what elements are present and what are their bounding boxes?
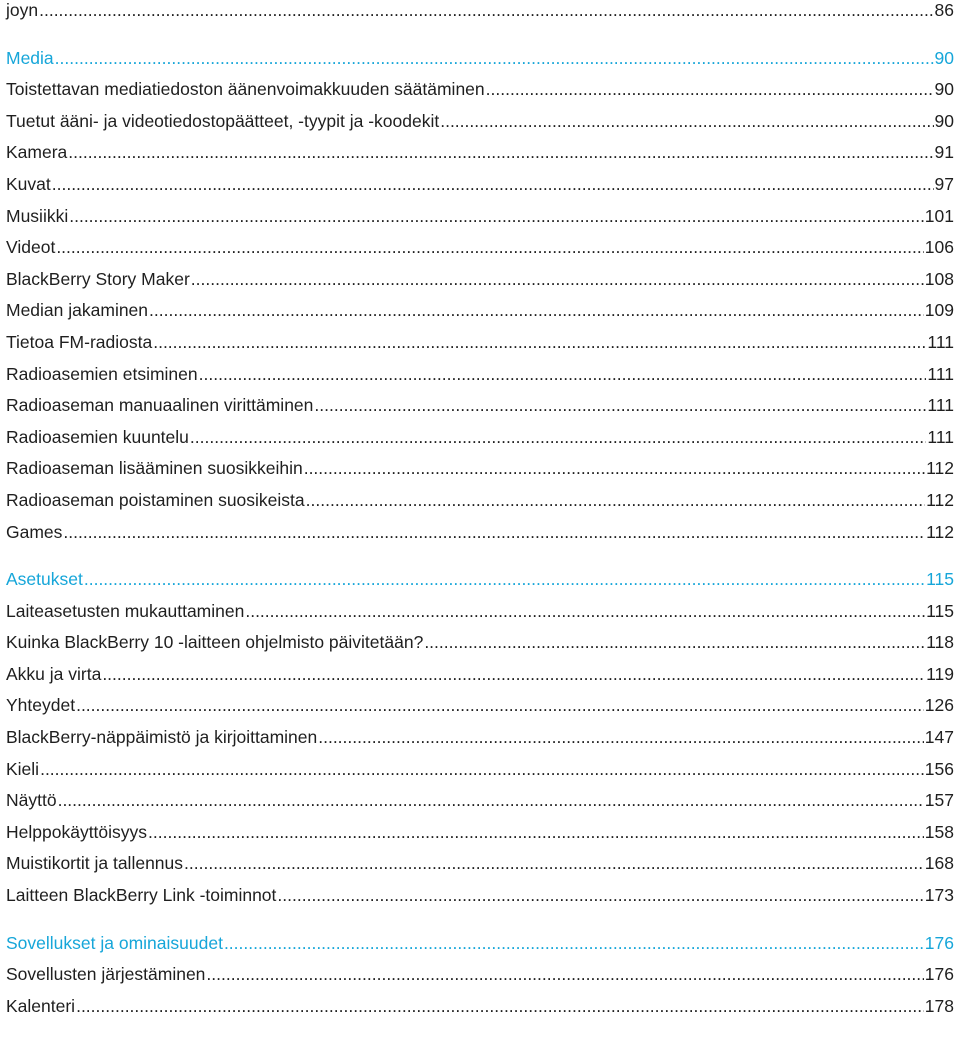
dot-leader — [68, 142, 933, 163]
dot-leader — [191, 269, 924, 290]
dot-leader — [84, 569, 925, 590]
toc-entry-title: Näyttö — [6, 790, 57, 811]
toc-entry[interactable] — [6, 632, 954, 664]
dot-leader — [76, 996, 924, 1017]
toc-entry-title: Toistettavan mediatiedoston äänenvoimakkuuden säätäminen — [6, 79, 485, 100]
toc-entry-page-number: 173 — [924, 885, 954, 906]
toc-entry[interactable] — [6, 0, 954, 32]
toc-entry-page-number: 109 — [924, 300, 954, 321]
toc-entry[interactable] — [6, 601, 954, 633]
dot-leader — [486, 79, 934, 100]
toc-entry-title: Musiikki — [6, 205, 69, 226]
toc-entry-page-number: 112 — [926, 458, 954, 479]
toc-entry-page-number: 176 — [924, 964, 954, 985]
dot-leader — [304, 458, 925, 479]
toc-entry-title: Kieli — [6, 758, 40, 779]
toc-entry-title: Laitteen BlackBerry Link -toiminnot — [6, 885, 277, 906]
toc-entry-page-number: 108 — [924, 268, 954, 289]
toc-entry[interactable] — [6, 79, 954, 111]
toc-entry-page-number: 118 — [926, 632, 954, 653]
dot-leader — [306, 490, 925, 511]
toc-entry-page-number: 90 — [934, 110, 954, 131]
toc-entry-title: Games — [6, 521, 63, 542]
dot-leader — [318, 727, 924, 748]
toc-entry-title: Sovellukset ja ominaisuudet — [6, 932, 223, 953]
toc-entry-page-number: 115 — [926, 569, 954, 590]
toc-entry[interactable] — [6, 364, 954, 396]
toc-entry-title: Kuvat — [6, 173, 51, 194]
toc-entry-page-number: 86 — [934, 0, 954, 20]
toc-entry-title: Sovellusten järjestäminen — [6, 964, 206, 985]
toc-entry-title: Tuetut ääni- ja videotiedostopäätteet, -tyypit ja -koodekit — [6, 110, 440, 131]
toc-section-heading[interactable] — [6, 48, 954, 80]
dot-leader — [424, 632, 925, 653]
toc-entry[interactable] — [6, 759, 954, 791]
toc-entry-page-number: 112 — [926, 489, 954, 510]
dot-leader — [102, 664, 925, 685]
toc-entry-title: Kalenteri — [6, 995, 76, 1016]
toc-entry-page-number: 178 — [924, 995, 954, 1016]
toc-entry-title: joyn — [6, 0, 39, 20]
dot-leader — [76, 695, 924, 716]
toc-entry-page-number: 106 — [924, 237, 954, 258]
toc-entry[interactable] — [6, 664, 954, 696]
toc-section — [6, 933, 954, 1028]
toc-entry-title: Videot — [6, 237, 56, 258]
dot-leader — [184, 853, 924, 874]
toc-entry-title: Asetukset — [6, 569, 83, 590]
dot-leader — [63, 522, 925, 543]
toc-entry-page-number: 126 — [924, 695, 954, 716]
toc-section — [6, 0, 954, 32]
toc-entry-title: Akku ja virta — [6, 663, 102, 684]
dot-leader — [190, 427, 926, 448]
toc-entry-title: Helppokäyttöisyys — [6, 821, 148, 842]
toc-entry-page-number: 156 — [924, 758, 954, 779]
toc-entry-page-number: 91 — [934, 142, 954, 163]
toc-entry-page-number: 176 — [924, 932, 954, 953]
toc-entry[interactable] — [6, 964, 954, 996]
toc-entry[interactable] — [6, 332, 954, 364]
dot-leader — [199, 364, 927, 385]
dot-leader — [224, 933, 924, 954]
toc-entry-title: Radioaseman manuaalinen virittäminen — [6, 395, 314, 416]
toc-entry[interactable] — [6, 853, 954, 885]
toc-entry-page-number: 111 — [927, 395, 954, 416]
toc-entry-title: Tietoa FM-radiosta — [6, 331, 153, 352]
toc-entry-title: Muistikortit ja tallennus — [6, 853, 184, 874]
toc-entry-title: BlackBerry Story Maker — [6, 268, 190, 289]
dot-leader — [52, 174, 934, 195]
toc-entry[interactable] — [6, 458, 954, 490]
toc-entry-page-number: 111 — [927, 363, 954, 384]
toc-entry[interactable] — [6, 490, 954, 522]
toc-entry[interactable] — [6, 885, 954, 917]
toc-entry-page-number: 111 — [927, 426, 954, 447]
toc-entry-page-number: 168 — [924, 853, 954, 874]
toc-entry-title: Median jakaminen — [6, 300, 149, 321]
toc-entry-page-number: 90 — [934, 47, 954, 68]
toc-entry-page-number: 97 — [934, 173, 954, 194]
toc-entry-title: Radioasemien kuuntelu — [6, 426, 189, 447]
table-of-contents — [6, 0, 954, 1043]
toc-entry-page-number: 157 — [924, 790, 954, 811]
dot-leader — [148, 822, 924, 843]
toc-entry-page-number: 101 — [924, 205, 954, 226]
dot-leader — [206, 964, 923, 985]
toc-entry[interactable] — [6, 111, 954, 143]
toc-entry-page-number: 111 — [927, 331, 954, 352]
toc-section — [6, 569, 954, 917]
dot-leader — [56, 237, 923, 258]
dot-leader — [40, 759, 924, 780]
toc-entry-page-number: 158 — [924, 821, 954, 842]
toc-entry[interactable] — [6, 269, 954, 301]
toc-section — [6, 48, 954, 554]
toc-entry[interactable] — [6, 695, 954, 727]
toc-entry[interactable] — [6, 427, 954, 459]
toc-entry-title: Laiteasetusten mukauttaminen — [6, 600, 245, 621]
toc-entry-title: BlackBerry-näppäimistö ja kirjoittaminen — [6, 727, 318, 748]
toc-entry[interactable] — [6, 727, 954, 759]
toc-entry[interactable] — [6, 996, 954, 1028]
dot-leader — [39, 0, 933, 21]
toc-entry[interactable] — [6, 300, 954, 332]
toc-section-heading[interactable] — [6, 933, 954, 965]
toc-entry[interactable] — [6, 142, 954, 174]
dot-leader — [277, 885, 923, 906]
toc-entry-page-number: 112 — [926, 521, 954, 542]
dot-leader — [245, 601, 925, 622]
toc-entry[interactable] — [6, 237, 954, 269]
dot-leader — [314, 395, 926, 416]
toc-entry-page-number: 119 — [926, 663, 954, 684]
dot-leader — [153, 332, 926, 353]
dot-leader — [55, 48, 934, 69]
toc-entry-title: Media — [6, 47, 54, 68]
toc-section-heading[interactable] — [6, 569, 954, 601]
toc-entry-title: Kuinka BlackBerry 10 -laitteen ohjelmisto päivitetään? — [6, 632, 424, 653]
toc-entry-page-number: 90 — [934, 79, 954, 100]
toc-entry[interactable] — [6, 395, 954, 427]
toc-entry[interactable] — [6, 174, 954, 206]
toc-entry-title: Radioaseman lisääminen suosikkeihin — [6, 458, 303, 479]
toc-entry[interactable] — [6, 522, 954, 554]
toc-entry-title: Kamera — [6, 142, 68, 163]
toc-entry-title: Yhteydet — [6, 695, 76, 716]
toc-entry[interactable] — [6, 206, 954, 238]
toc-entry[interactable] — [6, 790, 954, 822]
dot-leader — [58, 790, 924, 811]
toc-entry-title: Radioaseman poistaminen suosikeista — [6, 489, 305, 510]
dot-leader — [69, 206, 924, 227]
toc-entry-page-number: 115 — [926, 600, 954, 621]
toc-entry[interactable] — [6, 822, 954, 854]
dot-leader — [149, 300, 924, 321]
dot-leader — [440, 111, 933, 132]
toc-entry-title: Radioasemien etsiminen — [6, 363, 198, 384]
toc-entry-page-number: 147 — [924, 727, 954, 748]
